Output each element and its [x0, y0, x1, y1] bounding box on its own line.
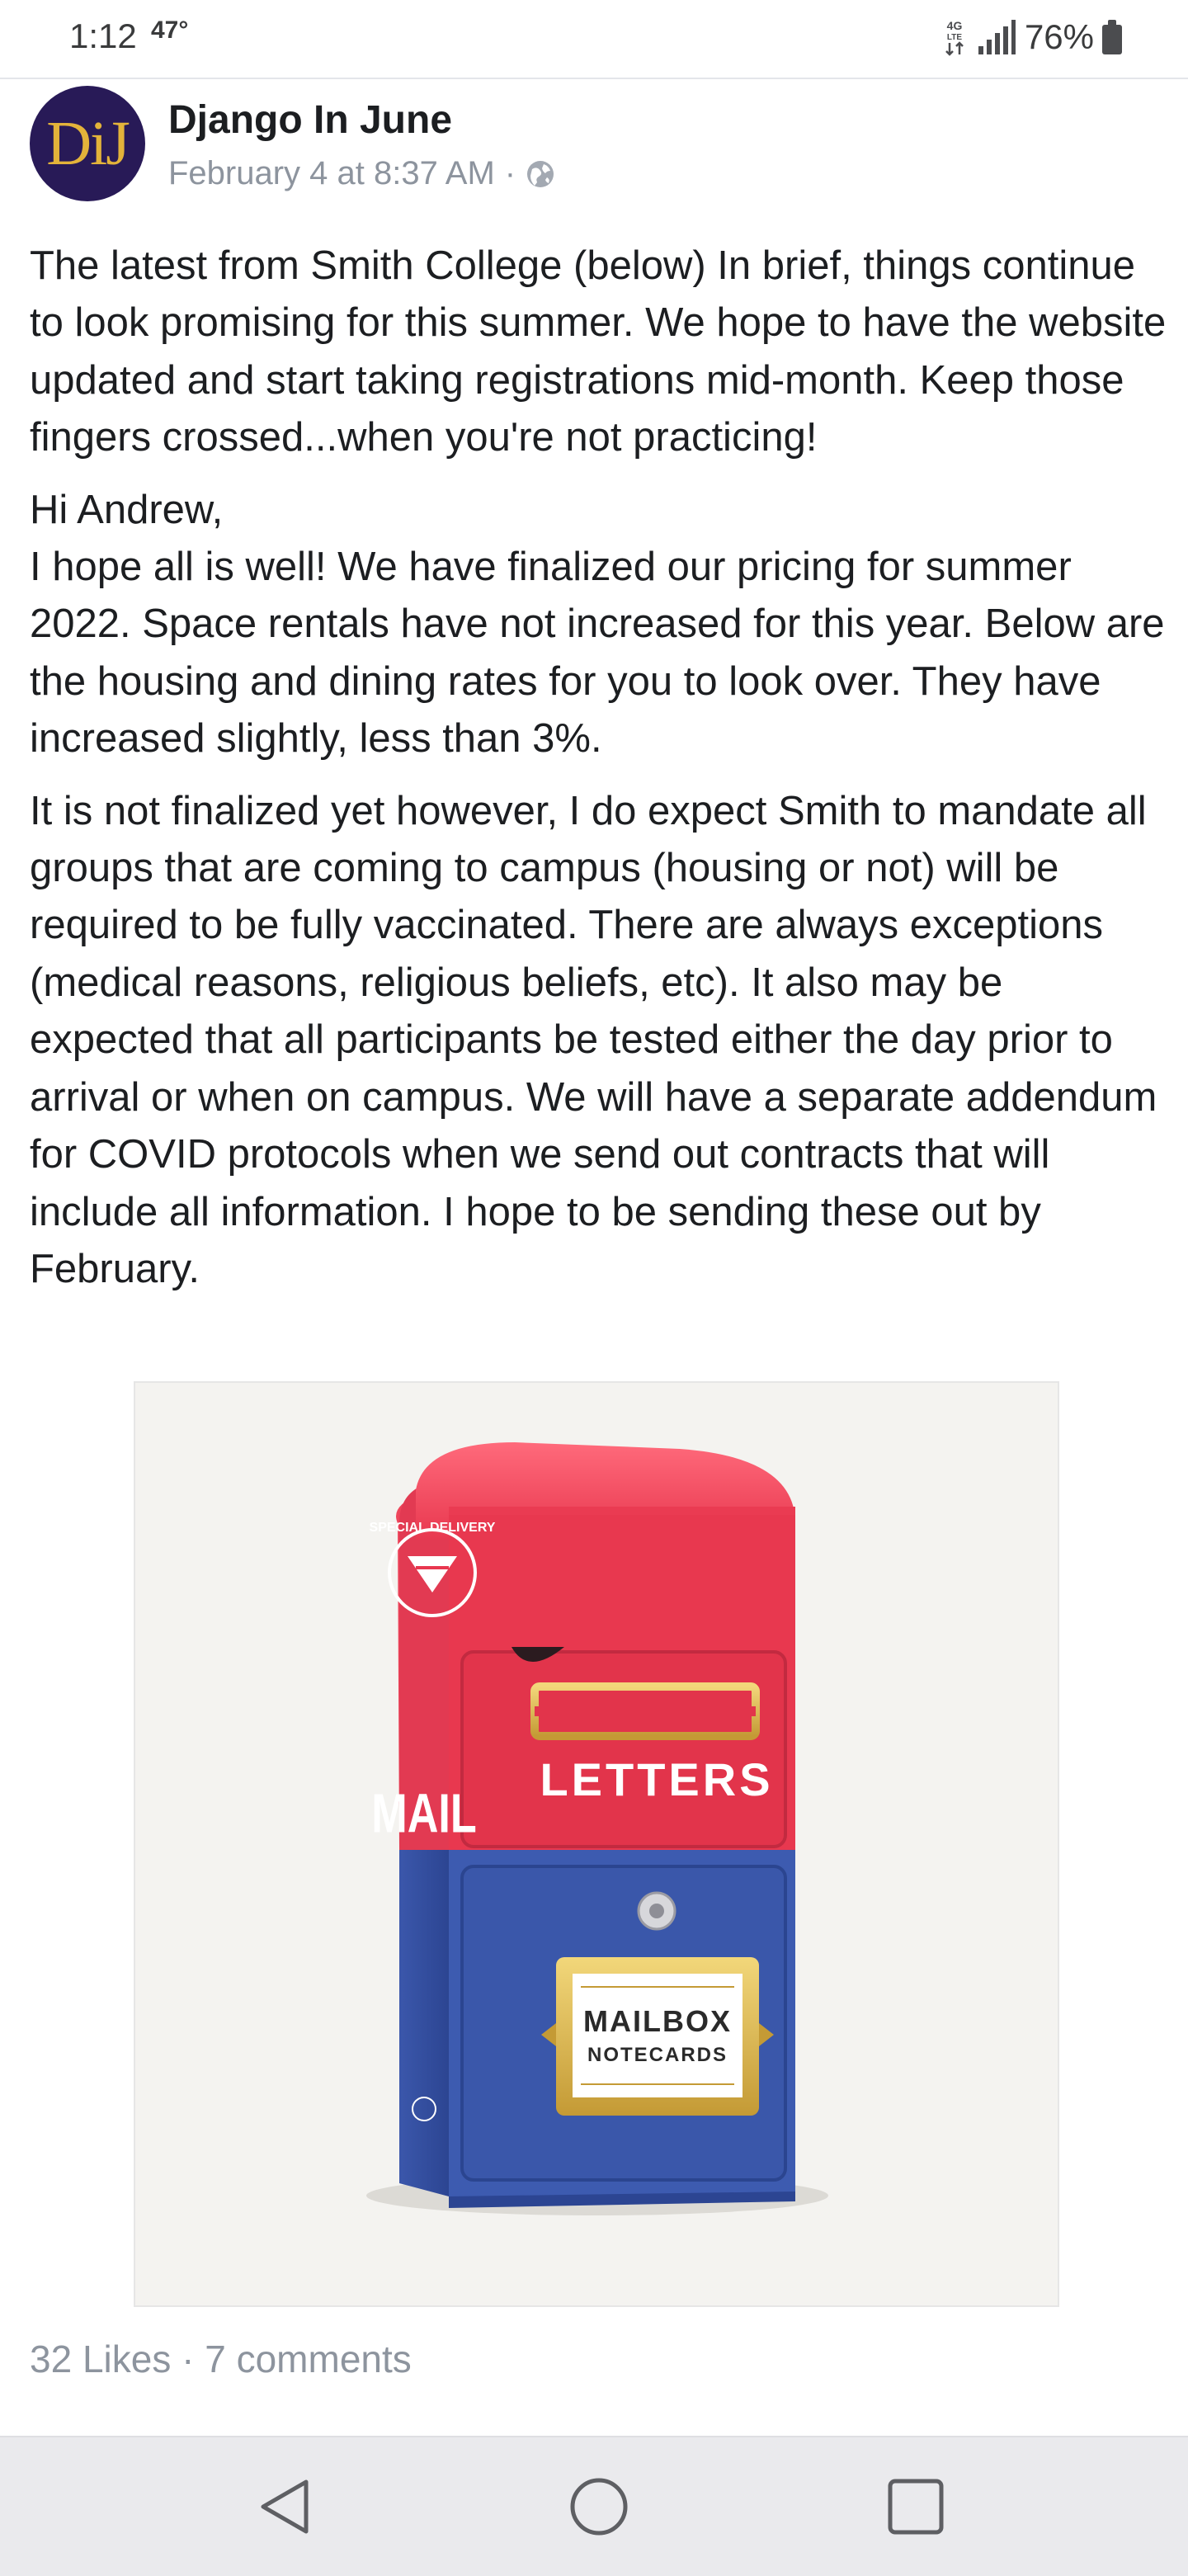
svg-text:4G: 4G — [946, 19, 963, 32]
mailbox-plate-line1: MAILBOX — [583, 2004, 732, 2038]
post-header — [30, 86, 1160, 203]
recents-button[interactable] — [883, 2474, 949, 2540]
recents-icon — [887, 2478, 945, 2536]
post-image[interactable] — [134, 1381, 1059, 2307]
status-time: 1:12 — [69, 17, 137, 55]
mailbox-side-text: MAIL — [371, 1782, 477, 1845]
back-icon — [257, 2475, 314, 2538]
post-body — [30, 238, 1168, 1298]
network-4g-icon — [940, 18, 969, 56]
post-paragraph-covid: It is not finalized yet however, I do expect Smith to mandate all groups that are coming to campus (housing or not) will be required to be fully vaccinated. There are always exceptions (medical reasons, religious beliefs, etc). It also may be expected that all participants be tested either the day prior to arrival or when on campus. We will have a separate addendum for COVID protocols when we send out contracts that will include all information. I hope to be sending these out by February. — [30, 788, 1157, 1291]
svg-text:LTE: LTE — [946, 33, 963, 42]
engagement-separator: · — [171, 2338, 205, 2380]
mailbox-plate-line2: NOTECARDS — [587, 2044, 728, 2066]
post-timestamp[interactable]: February 4 at 8:37 AM — [168, 155, 495, 191]
status-right — [940, 17, 1122, 58]
page-avatar[interactable]: DiJ — [30, 86, 145, 201]
comments-count[interactable]: 7 comments — [205, 2338, 412, 2380]
back-button[interactable] — [252, 2474, 318, 2540]
mailbox-door-text: LETTERS — [540, 1753, 774, 1805]
post-paragraph-intro: The latest from Smith College (below) In brief, things continue to look promising for this summer. We hope to have the website updated and start taking registrations mid-month. Keep those fingers crossed...when you're not practicing! — [30, 243, 1167, 460]
home-icon — [569, 2477, 629, 2536]
battery-percent: 76% — [1024, 17, 1094, 56]
navigation-bar — [0, 2436, 1188, 2576]
post-meta — [168, 155, 555, 192]
svg-text:SPECIAL DELIVERY: SPECIAL DELIVERY — [369, 1521, 496, 1535]
likes-count[interactable]: 32 Likes — [30, 2338, 172, 2380]
meta-separator: · — [504, 155, 516, 191]
post-paragraph-pricing: I hope all is well! We have finalized our pricing for summer 2022. Space rentals have not increased for this year. Below are the housing and dining rates for you to look over. They have increased slightly, less than 3%. — [30, 545, 1165, 762]
engagement-summary — [30, 2337, 412, 2381]
status-bar — [0, 0, 1188, 79]
signal-icon — [977, 18, 1016, 56]
home-button[interactable] — [566, 2474, 632, 2540]
mailbox-illustration — [135, 1383, 1058, 2305]
globe-icon — [526, 159, 555, 189]
post-paragraph-greeting: Hi Andrew, — [30, 487, 224, 532]
status-temperature: 47° — [151, 17, 189, 44]
page-name[interactable]: Django In June — [168, 98, 453, 142]
battery-icon — [1102, 20, 1122, 54]
